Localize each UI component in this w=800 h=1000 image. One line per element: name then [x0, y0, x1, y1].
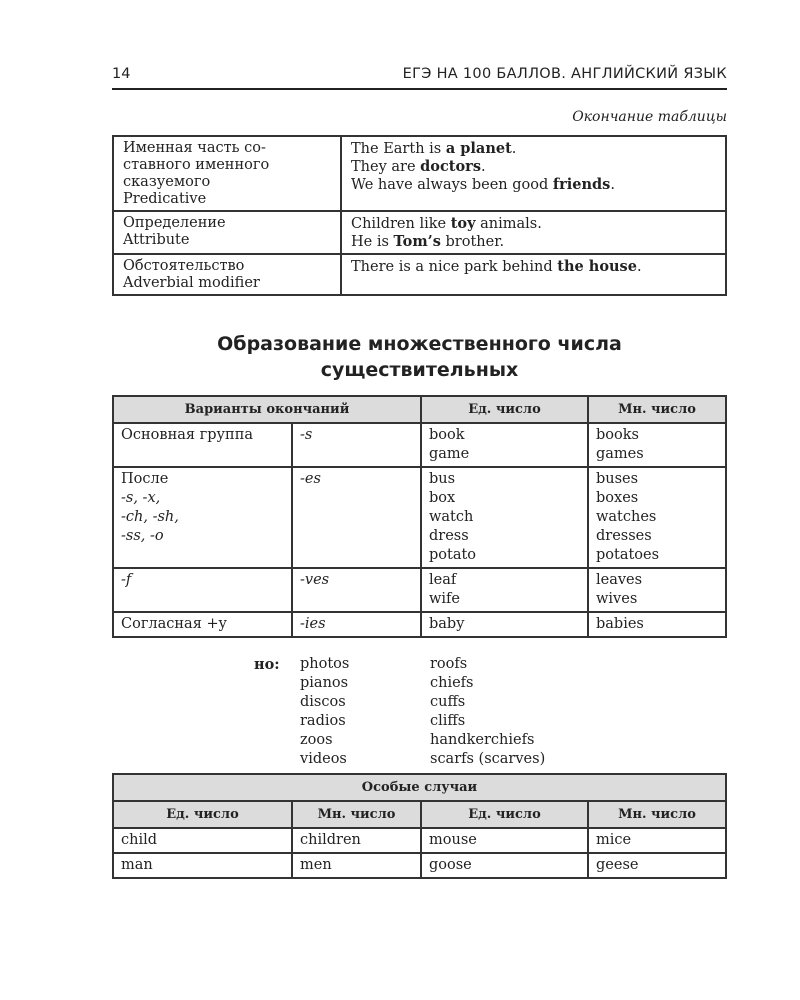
header-singular: Ед. число [421, 801, 588, 828]
singular-word: book [429, 427, 465, 443]
table-row [113, 211, 726, 254]
sentence-part-label: Predicative [123, 191, 207, 207]
plural-cell [588, 423, 726, 467]
group-label: -f [121, 572, 132, 588]
exception-word: cuffs [430, 694, 466, 710]
singular-cell [421, 568, 588, 612]
page-header [112, 66, 727, 90]
sentence-part-label: Обстоятельство [123, 258, 245, 274]
highlighted-word: the house [557, 258, 637, 275]
table-continuation-note: Окончание таблицы [572, 109, 727, 125]
exceptions-column-f [430, 655, 545, 769]
header-endings: Варианты окончаний [113, 396, 421, 423]
highlighted-word: toy [450, 215, 476, 232]
table-row [113, 828, 726, 853]
exception-word: chiefs [430, 675, 474, 691]
example-sentence: They are doctors. [351, 158, 486, 175]
singular-word: wife [429, 591, 460, 607]
table-row [113, 467, 726, 568]
singular-cell [421, 423, 588, 467]
group-label: -ss, -o [121, 528, 164, 544]
exception-word: scarfs (scarves) [430, 751, 546, 767]
ending-cell: -es [292, 467, 421, 568]
example-sentence: We have always been good friends. [351, 176, 615, 193]
sentence-part-cell [113, 254, 341, 295]
exception-word: radios [300, 713, 346, 729]
exception-word: pianos [300, 675, 349, 691]
exception-word: handkerchiefs [430, 732, 535, 748]
exceptions-label: но: [254, 656, 280, 673]
singular-cell [421, 467, 588, 568]
highlighted-word: doctors [420, 158, 481, 175]
sentence-parts-table [112, 135, 727, 296]
plural-cell [588, 568, 726, 612]
group-label: -s, -x, [121, 490, 161, 506]
sentence-part-cell [113, 136, 341, 211]
singular-word: leaf [429, 572, 457, 588]
header-singular: Ед. число [113, 801, 292, 828]
singular-word: dress [429, 528, 469, 544]
example-sentence: The Earth is a planet. [351, 140, 517, 157]
plural-word: books [596, 427, 639, 443]
word-cell: child [113, 828, 292, 853]
section-title-line1: Образование множественного числа [217, 333, 622, 355]
example-sentence: He is Tom’s brother. [351, 233, 505, 250]
plural-formation-table [112, 395, 727, 638]
singular-word: baby [429, 616, 465, 632]
table-row [113, 853, 726, 878]
word-cell: mice [588, 828, 726, 853]
plural-word: dresses [596, 528, 652, 544]
exception-word: videos [300, 751, 347, 767]
group-label: Согласная +y [121, 616, 227, 632]
table-row [113, 568, 726, 612]
ending-cell: -s [292, 423, 421, 467]
section-title [112, 331, 727, 383]
special-cases-table [112, 773, 727, 879]
example-sentence: There is a nice park behind the house. [351, 258, 642, 275]
plural-word: wives [596, 591, 638, 607]
word-cell: children [292, 828, 421, 853]
singular-word: bus [429, 471, 456, 487]
sentence-part-label: Определение [123, 215, 226, 231]
section-title-line2: существительных [320, 359, 519, 381]
group-cell [113, 568, 292, 612]
word-cell: mouse [421, 828, 588, 853]
word-cell: men [292, 853, 421, 878]
word-cell: goose [421, 853, 588, 878]
plural-word: games [596, 446, 644, 462]
group-label: После [121, 471, 169, 487]
ending-cell: -ves [292, 568, 421, 612]
ending-cell: -ies [292, 612, 421, 637]
group-cell [113, 467, 292, 568]
group-cell [113, 423, 292, 467]
highlighted-word: Tom’s [393, 233, 441, 250]
highlighted-word: friends [552, 176, 611, 193]
exceptions-column-s [300, 655, 349, 769]
exception-word: zoos [300, 732, 333, 748]
sentence-part-label: Adverbial modifier [123, 275, 260, 291]
group-label: Основная группа [121, 427, 254, 443]
sentence-part-label: Именная часть со- [123, 140, 266, 156]
plural-word: watches [596, 509, 657, 525]
exception-word: cliffs [430, 713, 466, 729]
sentence-part-label: ставного именного [123, 157, 270, 173]
special-cases-title: Особые случаи [113, 774, 726, 801]
exception-word: discos [300, 694, 346, 710]
plural-cell [588, 612, 726, 637]
singular-word: game [429, 446, 470, 462]
header-plural: Мн. число [588, 801, 726, 828]
table-row [113, 136, 726, 211]
word-cell: man [113, 853, 292, 878]
sentence-part-cell [113, 211, 341, 254]
sentence-part-label: сказуемого [123, 174, 211, 190]
plural-word: buses [596, 471, 639, 487]
singular-cell [421, 612, 588, 637]
singular-word: potato [429, 547, 477, 563]
plural-word: leaves [596, 572, 643, 588]
table-row [113, 423, 726, 467]
header-plural: Мн. число [292, 801, 421, 828]
example-cell [341, 136, 726, 211]
table-row [113, 254, 726, 295]
example-sentence: Children like toy animals. [351, 215, 542, 232]
header-plural: Мн. число [588, 396, 726, 423]
sentence-part-label: Attribute [123, 232, 190, 248]
plural-word: potatoes [596, 547, 660, 563]
group-cell [113, 612, 292, 637]
table-row [113, 612, 726, 637]
plural-word: babies [596, 616, 644, 632]
exception-word: photos [300, 656, 350, 672]
singular-word: box [429, 490, 456, 506]
running-title: ЕГЭ НА 100 БАЛЛОВ. АНГЛИЙСКИЙ ЯЗЫК [402, 66, 727, 82]
group-label: -ch, -sh, [121, 509, 179, 525]
exception-word: roofs [430, 656, 468, 672]
header-singular: Ед. число [421, 396, 588, 423]
word-cell: geese [588, 853, 726, 878]
example-cell [341, 254, 726, 295]
singular-word: watch [429, 509, 474, 525]
page-number: 14 [112, 66, 131, 82]
highlighted-word: a planet [445, 140, 512, 157]
example-cell [341, 211, 726, 254]
plural-cell [588, 467, 726, 568]
plural-word: boxes [596, 490, 639, 506]
